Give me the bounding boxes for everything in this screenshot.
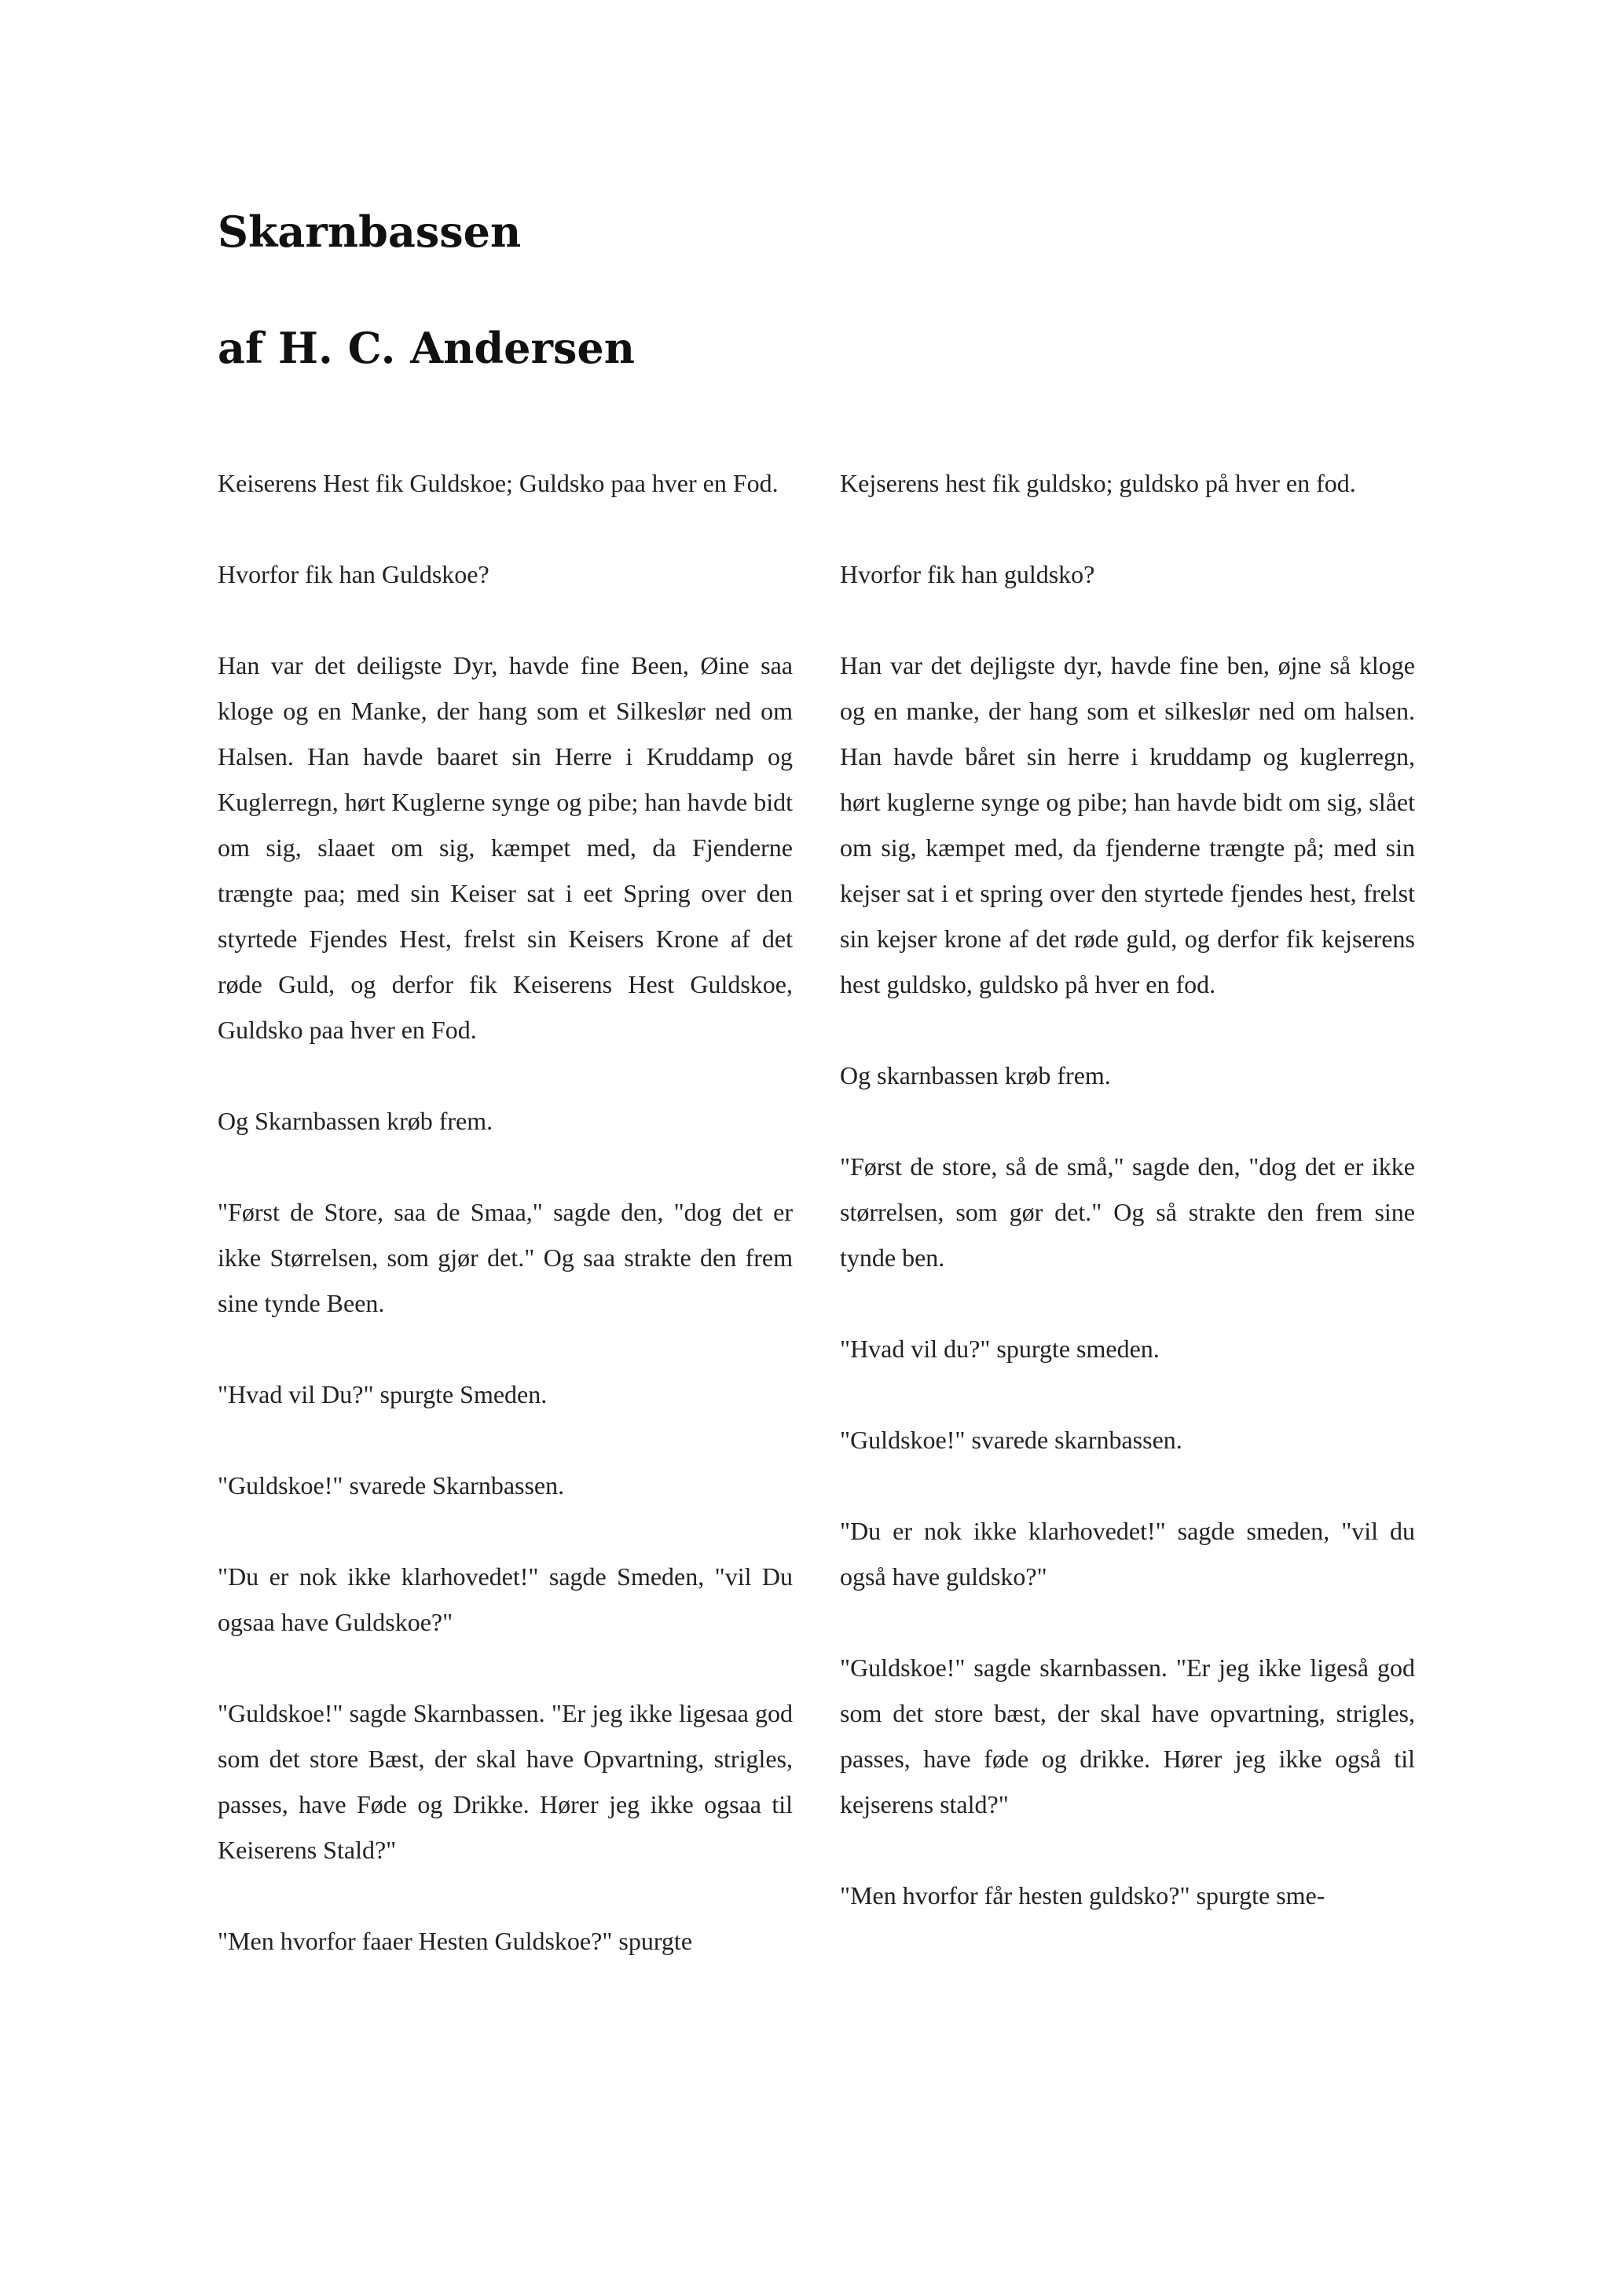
- paragraph: "Men hvorfor får hesten guldsko?" spurgte sme-: [840, 1881, 1325, 1910]
- paragraph: "Guldskoe!" svarede skarnbassen.: [840, 1426, 1182, 1454]
- modern-text-column: [840, 460, 1415, 1964]
- paragraph: Og skarnbassen krøb frem.: [840, 1061, 1111, 1089]
- paragraph: "Først de Store, saa de Smaa," sagde den, "dog det er ikke Størrelsen, som gjør det." Og saa strakte den frem sine tynde Been.: [218, 1198, 793, 1317]
- paragraph: Han var det dejligste dyr, havde fine ben, øjne så kloge og en manke, der hang som et silkeslør ned om halsen. Han havde båret sin herre i kruddamp og kuglerregn, hørt kuglerne synge og pibe; han havde bidt om sig, slået om sig, kæmpet med, da fjenderne trængte på; med sin kejser sat i et spring over den styrtede fjendes hest, frelst sin kejser krone af det røde guld, og derfor fik kejserens hest guldsko, guldsko på hver en fod.: [840, 651, 1415, 998]
- paragraph: "Hvad vil du?" spurgte smeden.: [840, 1335, 1160, 1363]
- paragraph: Og Skarnbassen krøb frem.: [218, 1107, 493, 1135]
- paragraph: Keiserens Hest fik Guldskoe; Guldsko paa hver en Fod.: [218, 469, 779, 497]
- paragraph: "Men hvorfor faaer Hesten Guldskoe?" spurgte: [218, 1927, 693, 1955]
- paragraph: "Guldskoe!" sagde Skarnbassen. "Er jeg ikke ligesaa god som det store Bæst, der skal have Opvartning, strigles, passes, have Føde og Drikke. Hører jeg ikke ogsaa til Keiserens Stald?": [218, 1699, 793, 1864]
- paragraph: "Hvad vil Du?" spurgte Smeden.: [218, 1380, 548, 1408]
- paragraph: Han var det deiligste Dyr, havde fine Been, Øine saa kloge og en Manke, der hang som et Silkeslør ned om Halsen. Han havde baaret sin Herre i Kruddamp og Kuglerregn, hørt Kuglerne synge og pibe; han havde bidt om sig, slaaet om sig, kæmpet med, da Fjenderne trængte paa; med sin Keiser sat i eet Spring over den styrtede Fjendes Hest, frelst sin Keisers Krone af det røde Guld, og derfor fik Keiserens Hest Guldskoe, Guldsko paa hver en Fod.: [218, 651, 793, 1044]
- story-author: af H. C. Andersen: [218, 323, 636, 373]
- paragraph: "Guldskoe!" sagde skarnbassen. "Er jeg ikke ligeså god som det store bæst, der skal have opvartning, strigles, passes, have føde og drikke. Hører jeg ikke også til kejserens stald?": [840, 1653, 1415, 1818]
- paragraph: Kejserens hest fik guldsko; guldsko på hver en fod.: [840, 469, 1356, 497]
- paragraph: "Du er nok ikke klarhovedet!" sagde smeden, "vil du også have guldsko?": [840, 1517, 1415, 1591]
- paragraph: Hvorfor fik han Guldskoe?: [218, 560, 489, 588]
- paragraph: Hvorfor fik han guldsko?: [840, 560, 1095, 588]
- paragraph: "Guldskoe!" svarede Skarnbassen.: [218, 1471, 565, 1500]
- paragraph: "Du er nok ikke klarhovedet!" sagde Smeden, "vil Du ogsaa have Guldskoe?": [218, 1562, 793, 1636]
- story-title: Skarnbassen: [218, 207, 522, 257]
- original-text-column: [218, 460, 793, 2009]
- paragraph: "Først de store, så de små," sagde den, "dog det er ikke størrelsen, som gør det." Og så strakte den frem sine tynde ben.: [840, 1152, 1415, 1272]
